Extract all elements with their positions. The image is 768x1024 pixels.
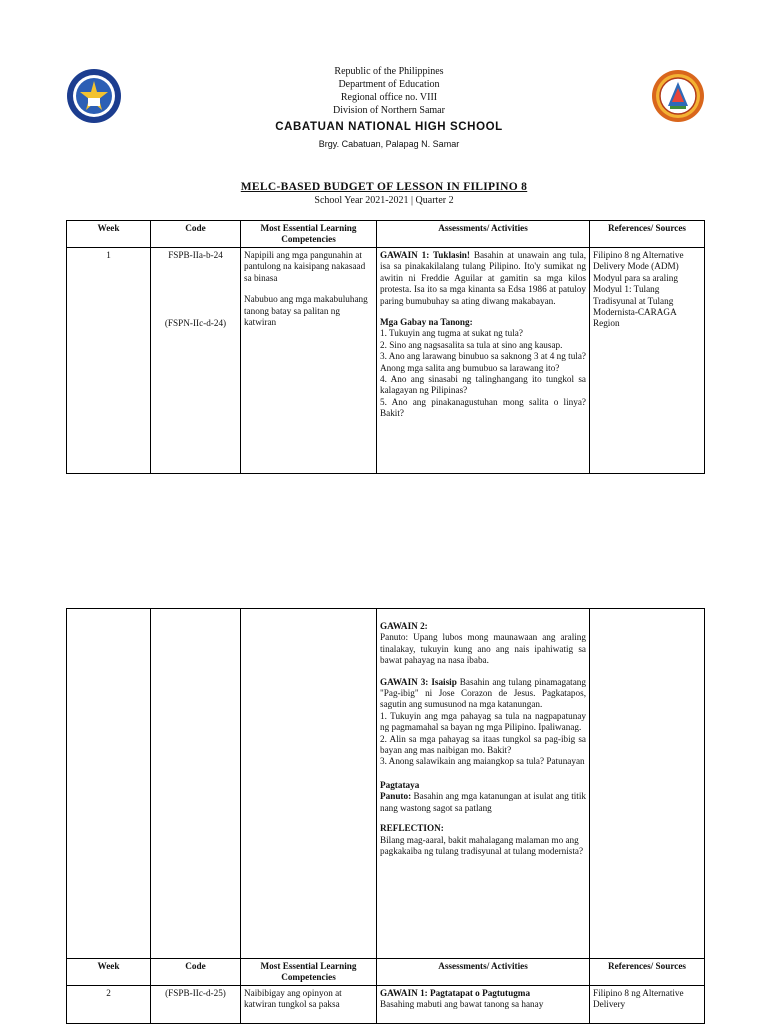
competencies-cell: Naibibigay ang opinyon at katwiran tungkol sa paksa [241,986,377,1024]
question-3: 3. Ano ang larawang binubuo sa saknong 3 at 4 ng tula? Anong mga salita ang bumubuo sa larawang ito? [380,351,586,373]
question-5: 5. Ano ang pinakanagustuhan mong salita o linya? Bakit? [380,396,586,419]
gabay-label: Mga Gabay na Tanong: [380,317,473,328]
col-code: Code [151,959,241,986]
col-activities: Assessments/ Activities [377,959,590,986]
reflection-text: Bilang mag-aaral, bakit mahalagang malaman mo ang pagkakaiba ng tulang tradisyunal at tulang modernista? [380,834,584,856]
gawain3-question-1: 1. Tukuyin ang mga pahayag sa tula na nagpapatunay ng pagmamahal sa bayan ng mga Pilipino. Ipaliwanag. [380,710,586,733]
lesson-table-week1 [66,220,705,474]
header-division: Division of Northern Samar [333,105,445,116]
references-cell: Filipino 8 ng Alternative Delivery Mode (ADM) Modyul para sa araling Modyul 1: Tulang Tradisyunal at Tulang Modernista-CARAGA Region [590,248,705,474]
code-primary: FSPB-IIa-b-24 [168,250,223,260]
code-cell-empty [151,609,241,959]
lesson-table-continuation [66,608,705,1024]
week2-gawain1-label: GAWAIN 1: Pagtatapat o Pagtutugma [380,988,531,998]
col-references: References/ Sources [590,959,705,986]
table-row [67,986,705,1024]
week-cell: 1 [67,248,151,474]
gawain3-question-2: 2. Alin sa mga pahayag sa itaas tungkol sa pag-ibig sa bayan ang mas naibigan mo. Bakit? [380,733,586,756]
competency-1: Napipili ang mga pangunahin at pantulong na kaisipang nakasaad sa binasa [244,250,366,283]
panuto-label: Panuto: [380,791,412,802]
table-row [67,609,705,959]
gawain2-label: GAWAIN 2: [380,621,428,631]
gawain3-label: GAWAIN 3: Isaisip [380,676,457,687]
week2-gawain1-text: Basahing mabuti ang bawat tanong sa hanay [380,999,544,1010]
gawain2-text: Panuto: Upang lubos mong maunawaan ang araling tinalakay, tukuyin kung ano ang nais ipahiwatig sa bawat pahayag na nasa ibaba. [380,632,586,666]
school-year: School Year 2021-2021 | Quarter 2 [314,195,454,206]
activities-cell [377,986,590,1024]
col-week: Week [67,221,151,248]
header-school-address: Brgy. Cabatuan, Palapag N. Samar [318,139,460,149]
reflection-label: REFLECTION: [380,823,444,834]
week-cell-empty [67,609,151,959]
col-competencies: Most Essential Learning Competencies [241,221,377,248]
week-cell: 2 [67,986,151,1024]
document-title: MELC-BASED BUDGET OF LESSON IN FILIPINO 8 [240,181,528,193]
gawain3-question-3: 3. Anong salawikain ang maiangkop sa tula? Patunayan [380,756,585,767]
col-activities: Assessments/ Activities [377,221,590,248]
header-region: Regional office no. VIII [340,92,438,103]
col-competencies: Most Essential Learning Competencies [241,959,377,986]
activities-cell [377,248,590,474]
gawain1-text: Basahin at unawain ang tula, isa sa pinakakilalang tulang Pilipino. Ito'y sumikat ng awitin ni Freddie Aguilar at gamitin sa mga kilos protesta. Isa ito sa mga kinanta sa Edsa 1986 at patuloy paring bumubuhay sa ating diwang makabayan. [380,250,586,306]
competency-2: Nabubuo ang mga makabuluhang tanong batay sa palitan ng katwiran [244,294,368,328]
header-department: Department of Education [338,79,440,90]
pagtataya-label: Pagtataya [380,779,420,790]
code-secondary: (FSPN-IIc-d-24) [164,318,227,329]
competencies-cell-empty [241,609,377,959]
col-references: References/ Sources [590,221,705,248]
header-republic: Republic of the Philippines [334,66,444,77]
activities-cell-continued [377,609,590,959]
col-week: Week [67,959,151,986]
gawain3-text: Basahin ang tulang pinamagatang "Pag-ibig" ni Jose Corazon de Jesus. Pagkatapos, sagutin ang sumusunod na mga katanungan. [380,676,586,710]
panuto-text: Basahin ang mga katanungan at isulat ang titik nang wastong sagot sa patlang [380,791,586,813]
table-row [67,248,705,474]
header-school-name: CABATUAN NATIONAL HIGH SCHOOL [275,121,503,133]
question-1: 1. Tukuyin ang tugma at sukat ng tula? [380,328,523,339]
question-2: 2. Sino ang nagsasalita sa tula at sino ang kausap. [380,339,563,350]
competencies-cell [241,248,377,474]
gawain1-label: GAWAIN 1: Tuklasin! [380,250,470,260]
col-code: Code [151,221,241,248]
code-cell [151,248,241,474]
references-cell: Filipino 8 ng Alternative Delivery [590,986,705,1024]
references-cell-empty [590,609,705,959]
question-4: 4. Ano ang sinasabi ng talinghangang ito tungkol sa kalagayan ng Pilipinas? [380,374,586,396]
code-cell: (FSPB-IIc-d-25) [151,986,241,1024]
